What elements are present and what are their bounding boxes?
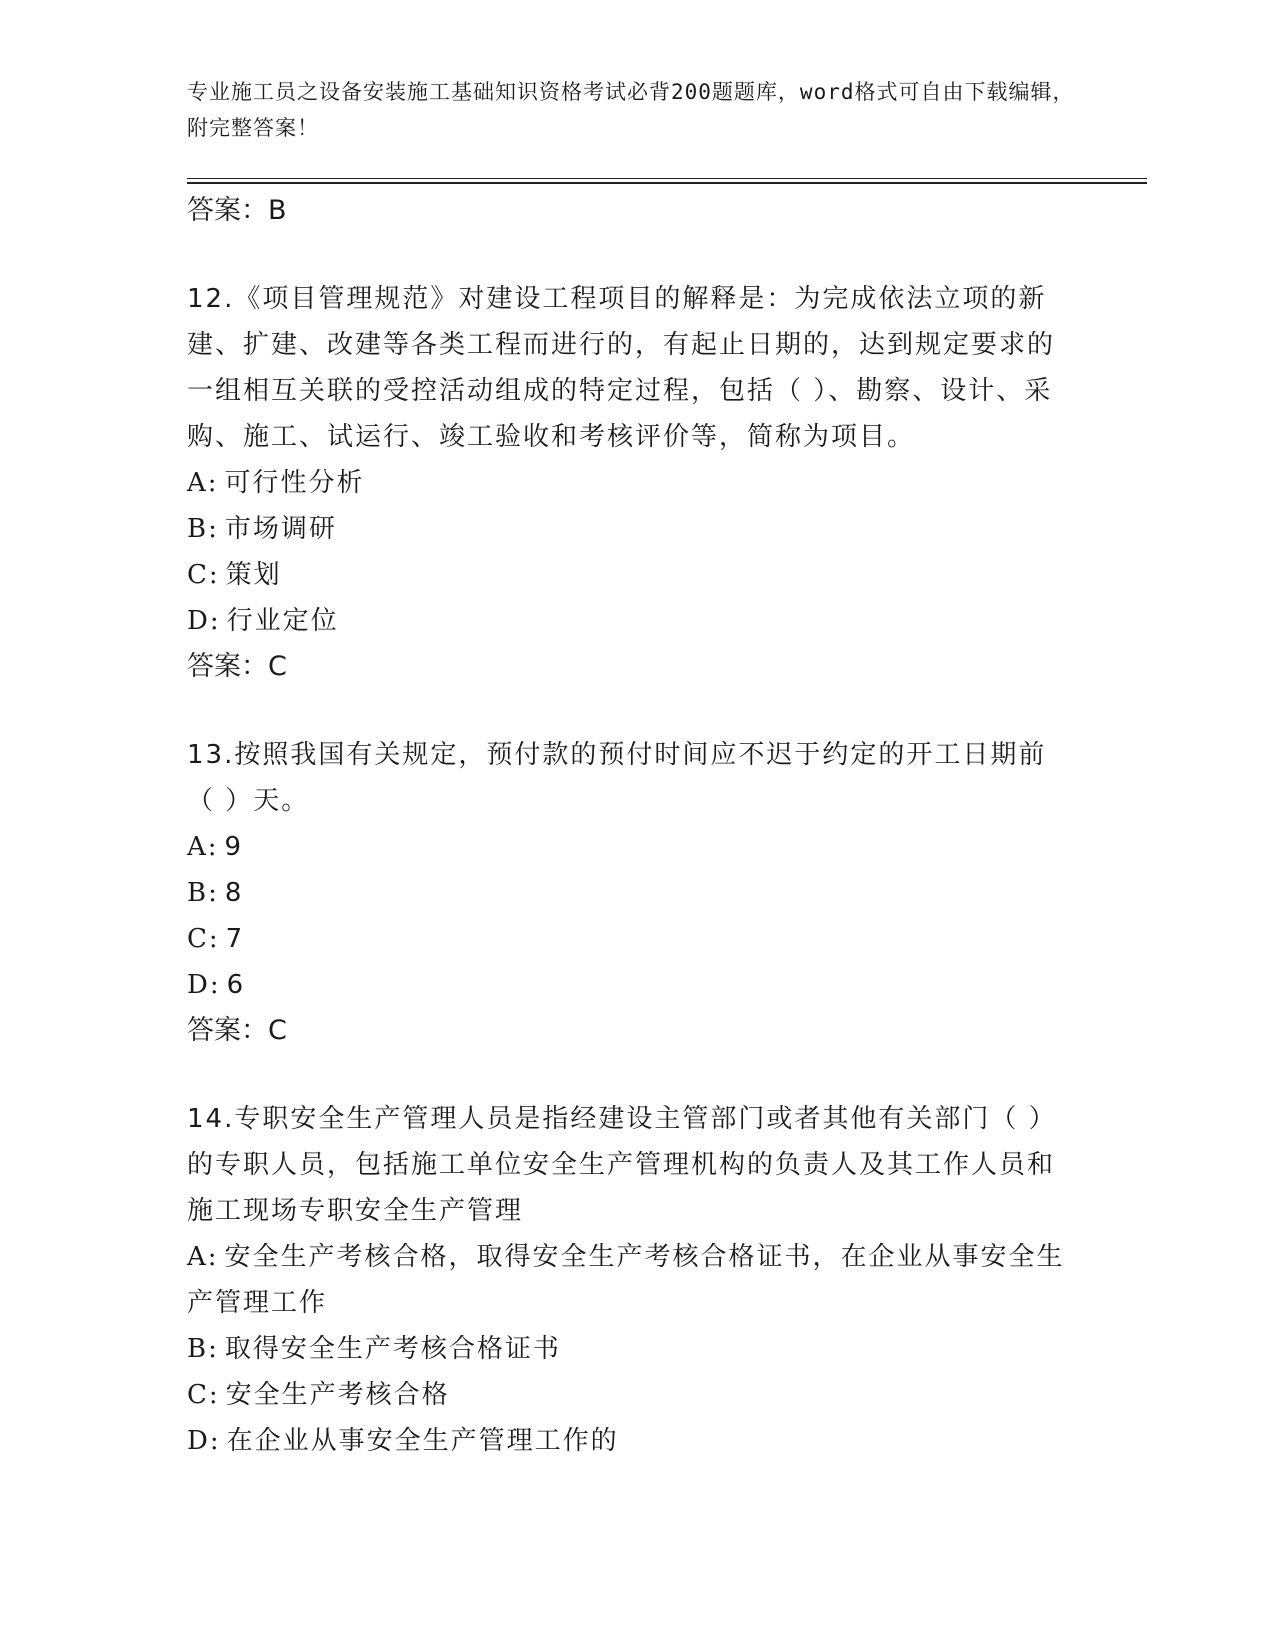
option-letter: D: (187, 606, 221, 636)
option-text: 7 (225, 924, 245, 954)
option-d (187, 598, 1067, 644)
option-c (187, 552, 1067, 598)
option-text: 可行性分析 (224, 468, 365, 498)
option-letter: B: (187, 878, 219, 908)
option-letter: A: (187, 832, 219, 862)
option-b (187, 1326, 1067, 1372)
option-letter: D: (187, 1426, 221, 1456)
question-block (187, 276, 1067, 690)
option-text: 取得安全生产考核合格证书 (224, 1334, 561, 1364)
header-rule-thin (187, 178, 1147, 179)
answer-line: 答案：C (187, 1015, 287, 1046)
option-b (187, 506, 1067, 552)
option-letter: C: (187, 1380, 220, 1410)
option-d (187, 1418, 1067, 1464)
option-letter: C: (187, 924, 220, 954)
option-text: 6 (226, 970, 246, 1000)
option-text: 市场调研 (224, 514, 337, 544)
question-stem: 14.专职安全生产管理人员是指经建设主管部门或者其他有关部门（ ）的专职人员，包括施工单位安全生产管理机构的负责人及其工作人员和施工现场专职安全生产管理 (187, 1104, 1057, 1226)
question-stem: 13.按照我国有关规定，预付款的预付时间应不迟于约定的开工日期前（ ）天。 (187, 740, 1047, 816)
option-letter: C: (187, 560, 220, 590)
question-block (187, 732, 1067, 1054)
option-text: 8 (224, 878, 244, 908)
option-a (187, 1234, 1067, 1326)
option-text: 策划 (225, 560, 282, 590)
question-list (187, 188, 1067, 1464)
option-text: 行业定位 (226, 606, 339, 636)
option-letter: B: (187, 1334, 219, 1364)
question-block (187, 1096, 1067, 1464)
option-a (187, 824, 1067, 870)
answer-line: 答案：C (187, 651, 287, 682)
option-text: 9 (224, 832, 244, 862)
option-letter: D: (187, 970, 221, 1000)
option-c (187, 1372, 1067, 1418)
option-b (187, 870, 1067, 916)
document-header: 专业施工员之设备安装施工基础知识资格考试必背200题题库，word格式可自由下载编辑，附完整答案！ (187, 80, 1075, 140)
option-a (187, 460, 1067, 506)
option-letter: A: (187, 468, 219, 498)
question-stem: 12.《项目管理规范》对建设工程项目的解释是：为完成依法立项的新建、扩建、改建等各类工程而进行的，有起止日期的，达到规定要求的一组相互关联的受控活动组成的特定过程，包括（ ）、勘察、设计、采购、施工、试运行、竣工验收和考核评价等，简称为项目。 (187, 284, 1056, 452)
header-rule-thick (187, 182, 1147, 184)
option-text: 安全生产考核合格 (225, 1380, 450, 1410)
answer-line: 答案：B (187, 195, 287, 226)
option-letter: A: (187, 1242, 219, 1272)
option-letter: B: (187, 514, 219, 544)
option-d (187, 962, 1067, 1008)
option-text: 安全生产考核合格，取得安全生产考核合格证书，在企业从事安全生产管理工作 (187, 1242, 1065, 1318)
option-text: 在企业从事安全生产管理工作的 (226, 1426, 619, 1456)
option-c (187, 916, 1067, 962)
